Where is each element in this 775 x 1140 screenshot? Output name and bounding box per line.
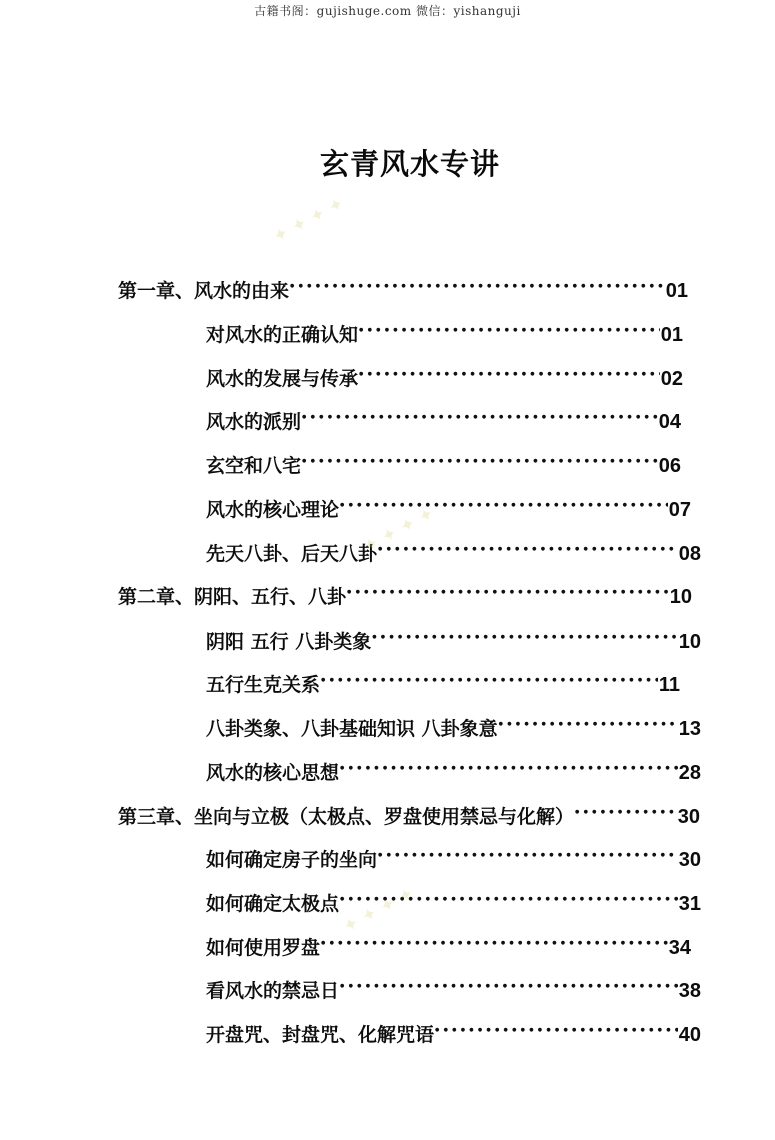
- toc-entry-label: 玄空和八宅: [206, 455, 302, 477]
- toc-section-item: [206, 1011, 701, 1046]
- toc-entry-page: 30: [677, 806, 700, 828]
- toc-leader-dots: [499, 705, 678, 735]
- toc-section-item: [206, 398, 681, 433]
- toc-section-item: [206, 967, 701, 1002]
- toc-leader-dots: [372, 618, 678, 648]
- toc-entry-page: 01: [660, 324, 683, 346]
- toc-entry-label: 风水的发展与传承: [206, 368, 359, 390]
- toc-entry-label: 第一章、风水的由来: [118, 280, 290, 302]
- toc-leader-dots: [575, 793, 677, 823]
- faint-stamp-mark: ✦ ✦ ✦ ✦: [359, 503, 438, 558]
- toc-entry-page: 28: [678, 762, 701, 784]
- toc-entry-label: 第三章、坐向与立极（太极点、罗盘使用禁忌与化解）: [118, 806, 575, 828]
- toc-entry-label: 对风水的正确认知: [206, 324, 359, 346]
- toc-chapter-2: [118, 573, 692, 608]
- toc-leader-dots: [378, 530, 678, 560]
- toc-leader-dots: [378, 836, 678, 866]
- toc-entry-label: 风水的核心思想: [206, 762, 340, 784]
- toc-chapter-1: [118, 267, 688, 302]
- toc-entry-page: 13: [678, 718, 701, 740]
- toc-section-item: [206, 661, 680, 696]
- toc-leader-dots: [340, 880, 678, 910]
- toc-entry-page: 11: [658, 674, 680, 696]
- toc-leader-dots: [359, 355, 660, 385]
- toc-entry-label: 第二章、阴阳、五行、八卦: [118, 586, 347, 608]
- toc-entry-label: 如何确定房子的坐向: [206, 849, 378, 871]
- toc-entry-page: 01: [665, 280, 688, 302]
- toc-entry-label: 看风水的禁忌日: [206, 980, 340, 1002]
- toc-entry-page: 40: [678, 1024, 701, 1046]
- toc-section-item: [206, 618, 701, 653]
- toc-section-item: [206, 705, 701, 740]
- faint-stamp-mark: ✦ ✦ ✦ ✦: [339, 883, 418, 938]
- toc-section-item: [206, 311, 683, 346]
- toc-leader-dots: [321, 661, 658, 691]
- toc-section-item: [206, 924, 691, 959]
- toc-entry-page: 10: [678, 631, 701, 653]
- toc-entry-page: 07: [668, 499, 691, 521]
- toc-entry-label: 八卦类象、八卦基础知识 八卦象意: [206, 718, 498, 740]
- toc-leader-dots: [347, 573, 669, 603]
- toc-entry-label: 如何使用罗盘: [206, 937, 321, 959]
- toc-leader-dots: [290, 267, 665, 297]
- toc-leader-dots: [302, 442, 658, 472]
- toc-entry-page: 31: [678, 893, 701, 915]
- toc-leader-dots: [340, 486, 668, 516]
- toc-leader-dots: [340, 967, 678, 997]
- toc-entry-label: 风水的派别: [206, 411, 302, 433]
- toc-entry-page: 34: [668, 937, 691, 959]
- toc-entry-page: 08: [678, 543, 701, 565]
- toc-section-item: [206, 530, 701, 565]
- toc-leader-dots: [435, 1011, 678, 1041]
- toc-entry-page: 04: [658, 411, 681, 433]
- toc-entry-label: 先天八卦、后天八卦: [206, 543, 378, 565]
- toc-entry-page: 38: [678, 980, 701, 1002]
- toc-entry-label: 开盘咒、封盘咒、化解咒语: [206, 1024, 435, 1046]
- toc-section-item: [206, 836, 701, 871]
- toc-entry-label: 阴阳 五行 八卦类象: [206, 631, 372, 653]
- toc-leader-dots: [340, 749, 678, 779]
- toc-entry-page: 30: [678, 849, 701, 871]
- toc-entry-label: 五行生克关系: [206, 674, 321, 696]
- toc-entry-page: 06: [658, 455, 681, 477]
- toc-leader-dots: [321, 924, 668, 954]
- faint-stamp-mark: ✦ ✦ ✦ ✦: [269, 193, 348, 248]
- toc-entry-label: 如何确定太极点: [206, 893, 340, 915]
- toc-section-item: [206, 442, 681, 477]
- header-watermark-text: 古籍书阁：gujishuge.com 微信：yishanguji: [254, 4, 521, 18]
- toc-section-item: [206, 749, 701, 784]
- page-title: 玄青风水专讲: [319, 147, 500, 181]
- toc-section-item: [206, 486, 691, 521]
- toc-section-item: [206, 880, 701, 915]
- toc-leader-dots: [302, 398, 658, 428]
- toc-section-item: [206, 355, 683, 390]
- toc-leader-dots: [359, 311, 660, 341]
- toc-chapter-3: [118, 793, 700, 828]
- toc-entry-label: 风水的核心理论: [206, 499, 340, 521]
- toc-entry-page: 02: [660, 368, 683, 390]
- toc-entry-page: 10: [669, 586, 692, 608]
